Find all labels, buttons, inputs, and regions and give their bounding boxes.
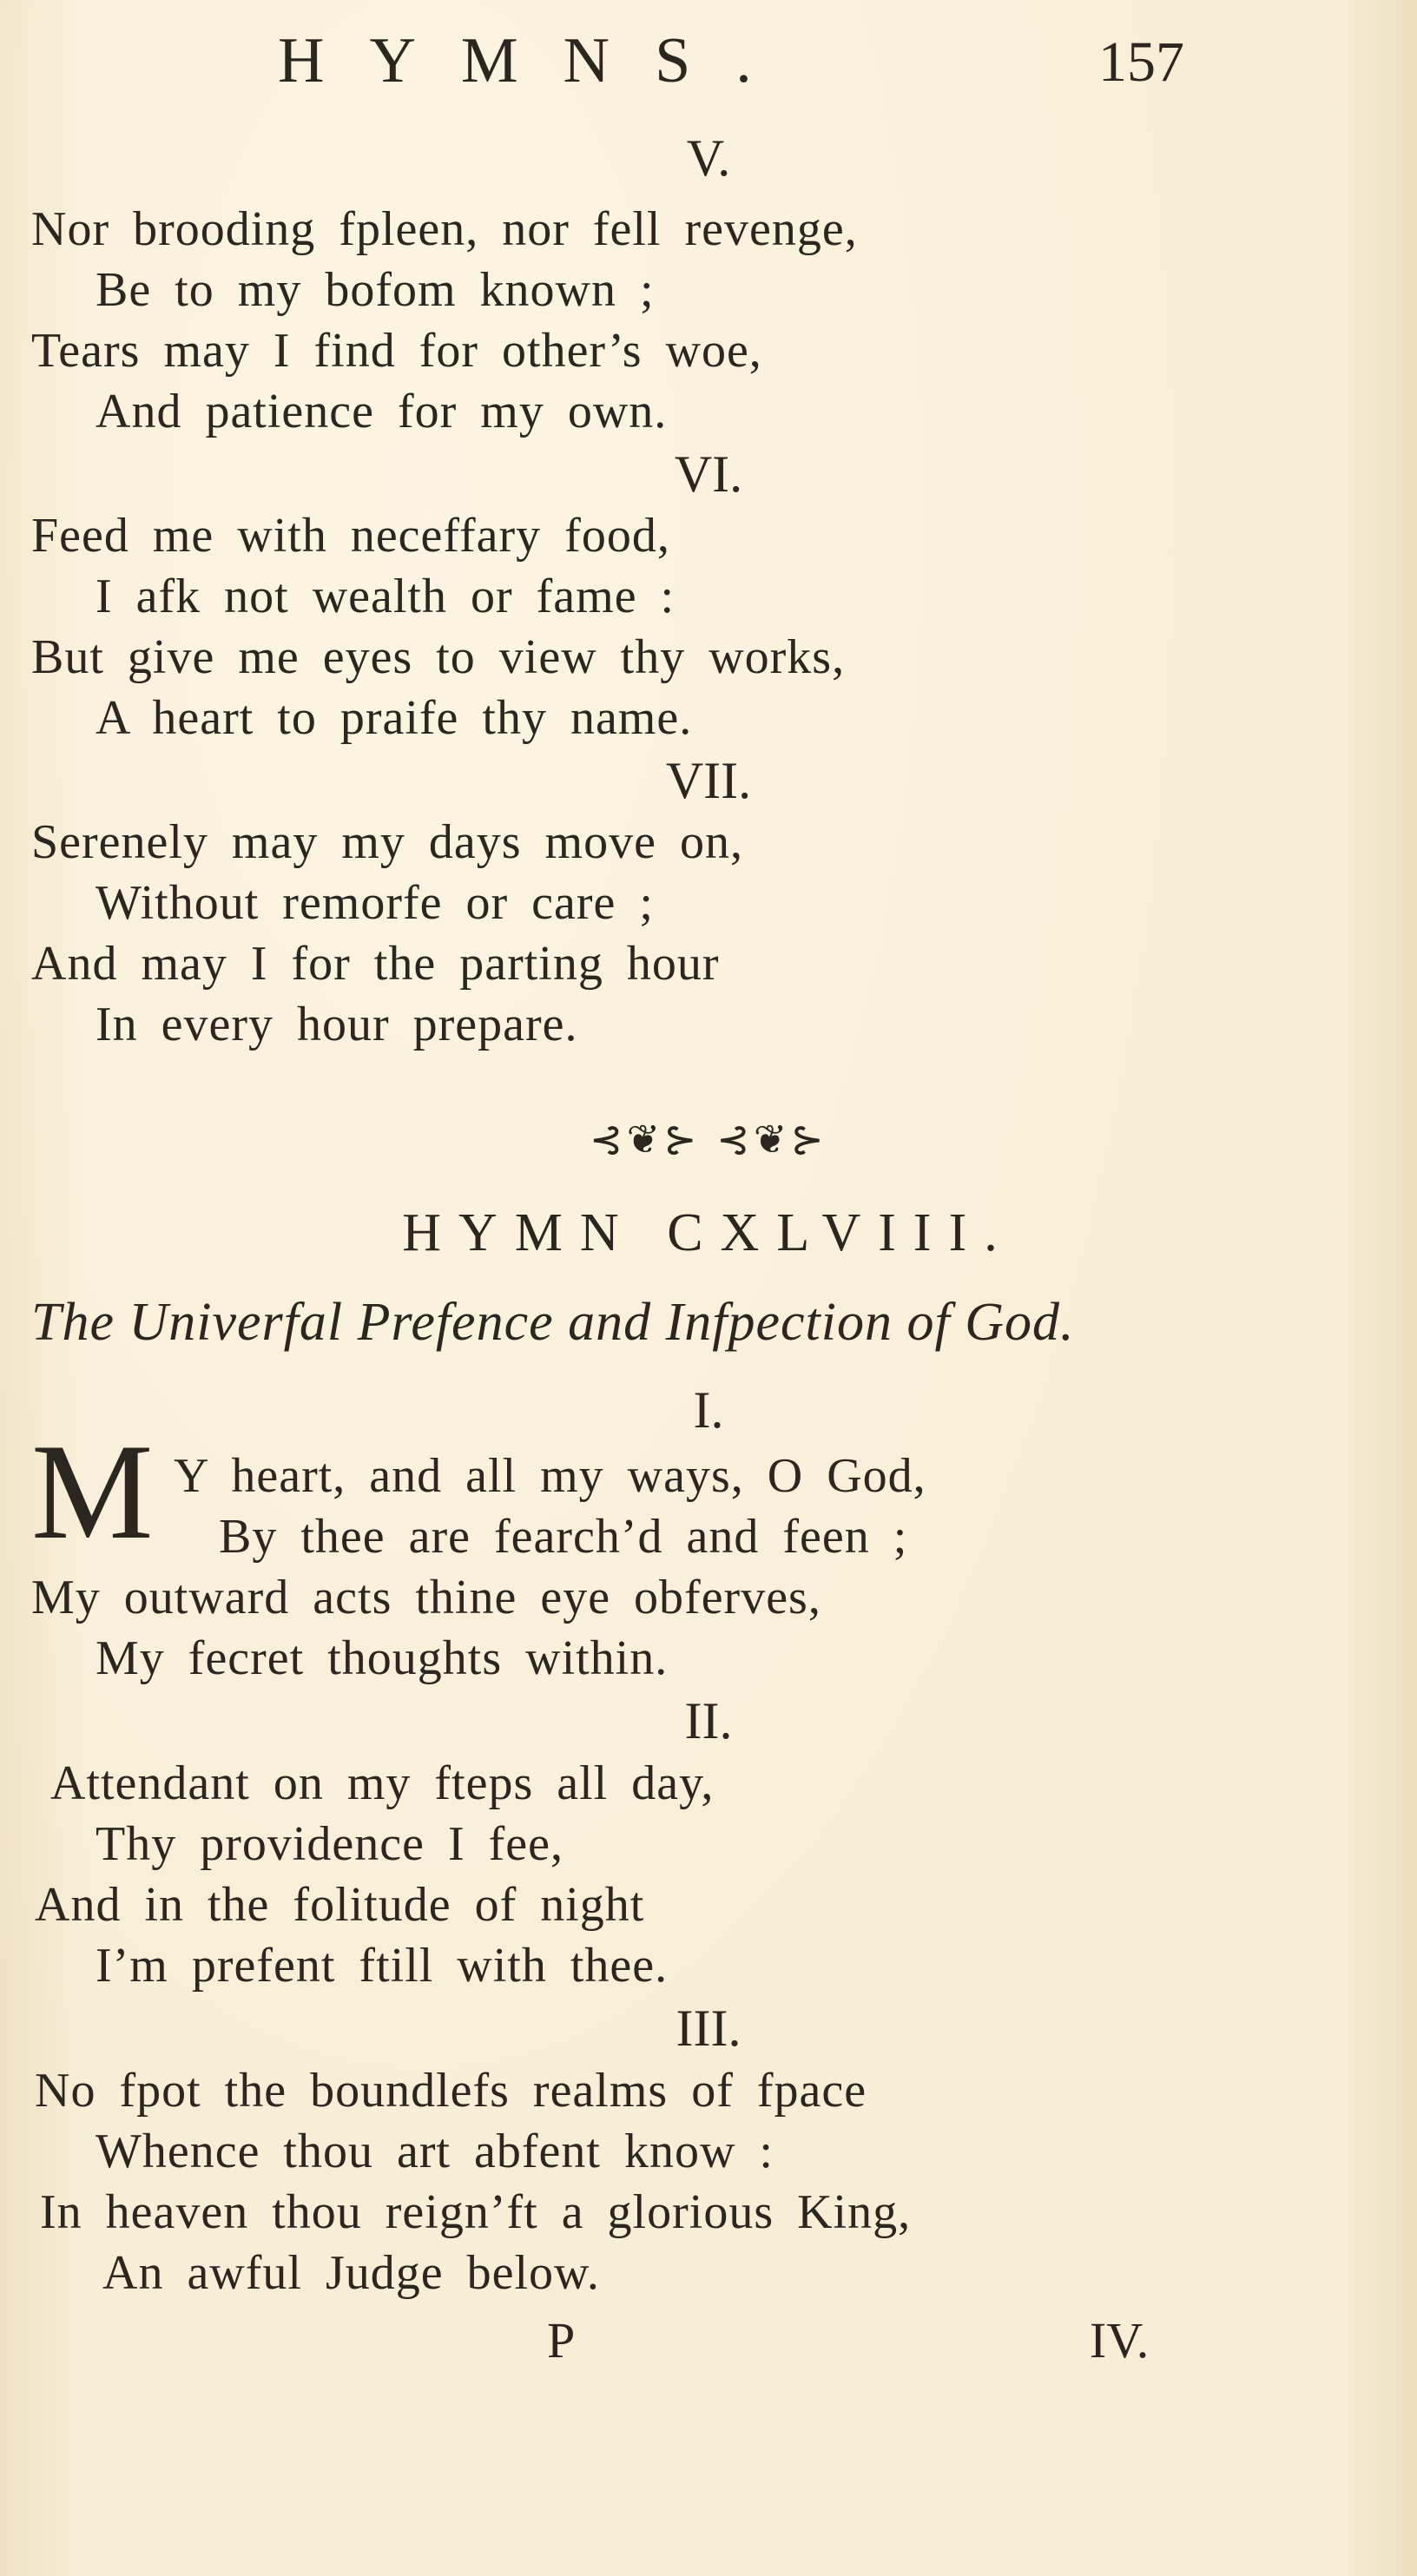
verse-line: Be to my bofom known ; bbox=[96, 263, 655, 317]
verse-line: Attendant on my fteps all day, bbox=[50, 1756, 715, 1810]
running-title: HYMNS. bbox=[278, 25, 797, 96]
verse-line: Tears may I find for other’s woe, bbox=[31, 324, 762, 378]
verse-line: Y heart, and all my ways, O God, bbox=[174, 1449, 926, 1503]
page-number: 157 bbox=[1098, 30, 1184, 94]
verse-line: Without remorfe or care ; bbox=[96, 876, 654, 930]
verse-line: No fpot the boundlefs realms of fpace bbox=[35, 2064, 867, 2118]
verse-line: By thee are fearch’d and feen ; bbox=[219, 1510, 908, 1564]
verse-line: In heaven thou reign’ft a glorious King, bbox=[40, 2185, 912, 2239]
verse-line: Feed me with neceffary food, bbox=[31, 509, 670, 563]
verse-line: An awful Judge below. bbox=[102, 2246, 600, 2300]
verse-line: I’m prefent ftill with thee. bbox=[96, 1939, 669, 1993]
verse-line: Whence thou art abfent know : bbox=[96, 2125, 774, 2178]
verse-line: Nor brooding fpleen, nor fell revenge, bbox=[31, 202, 858, 256]
verse-line: My fecret thoughts within. bbox=[96, 1631, 669, 1685]
verse-line: My outward acts thine eye obferves, bbox=[31, 1571, 821, 1624]
stanza-number: I. bbox=[693, 1381, 724, 1439]
catchword: IV. bbox=[1090, 2312, 1150, 2368]
drop-cap: M bbox=[31, 1416, 154, 1568]
verse-line: In every hour prepare. bbox=[96, 998, 578, 1051]
verse-line: Serenely may my days move on, bbox=[31, 815, 743, 869]
verse-line: But give me eyes to view thy works, bbox=[31, 630, 846, 684]
ornament-divider: ⊰❦⊱ ⊰❦⊱ bbox=[590, 1116, 827, 1163]
stanza-number: VII. bbox=[665, 752, 752, 809]
verse-line: I afk not wealth or fame : bbox=[96, 570, 676, 623]
verse-line: And patience for my own. bbox=[96, 385, 668, 438]
stanza-number: III. bbox=[676, 2000, 741, 2057]
stanza-number: II. bbox=[684, 1692, 733, 1749]
verse-line: And may I for the parting hour bbox=[31, 937, 720, 991]
hymn-subtitle: The Univerfal Prefence and Infpection of God. bbox=[31, 1293, 1075, 1352]
hymn-title: HYMN CXLVIII. bbox=[402, 1203, 1015, 1262]
stanza-number: VI. bbox=[674, 445, 743, 503]
stanza-number: V. bbox=[686, 129, 731, 187]
verse-line: A heart to praife thy name. bbox=[96, 691, 693, 745]
signature-mark: P bbox=[547, 2312, 576, 2368]
verse-line: And in the folitude of night bbox=[35, 1878, 645, 1932]
verse-line: Thy providence I fee, bbox=[96, 1817, 564, 1871]
